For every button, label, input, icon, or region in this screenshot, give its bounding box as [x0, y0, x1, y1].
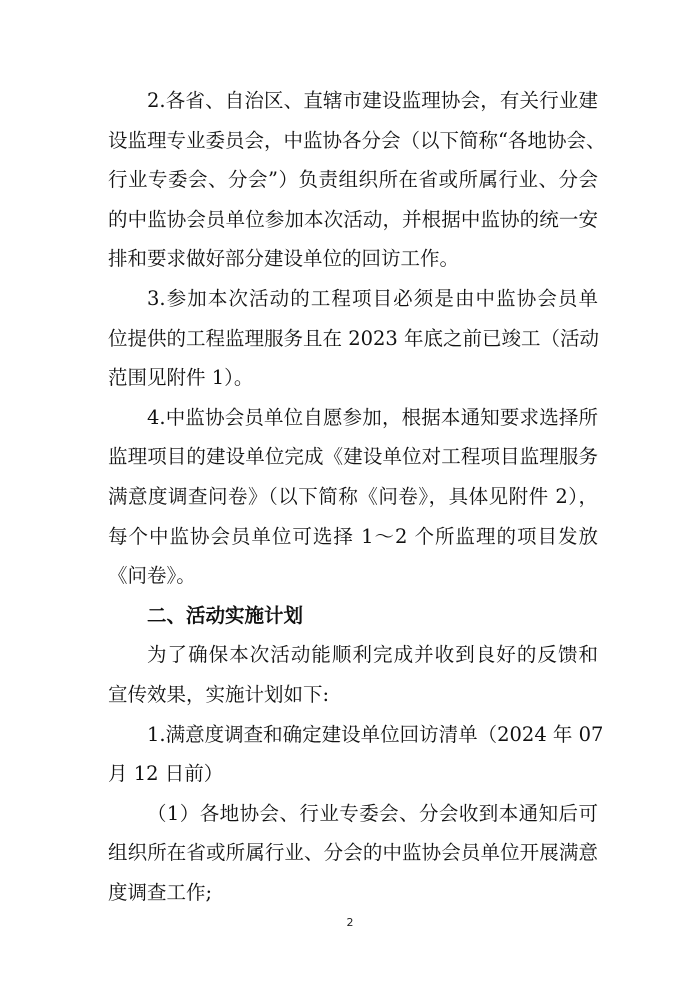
paragraph-line: 行业专委会、分会”）负责组织所在省或所属行业、分会 — [108, 168, 598, 191]
paragraph-line: 4.中监协会员单位自愿参加，根据本通知要求选择所 — [147, 406, 598, 429]
paragraph-line: 月 12 日前） — [108, 762, 224, 785]
paragraph-line: 1.满意度调查和确定建设单位回访清单（2024 年 07 — [147, 723, 604, 746]
paragraph-line: （1）各地协会、行业专委会、分会收到本通知后可 — [147, 802, 598, 825]
paragraph-line: 组织所在省或所属行业、分会的中监协会员单位开展满意 — [108, 841, 598, 864]
paragraph-line: 《问卷》。 — [108, 564, 196, 587]
paragraph-line: 3.参加本次活动的工程项目必须是由中监协会员单 — [147, 287, 598, 310]
paragraph-line: 设监理专业委员会，中监协各分会（以下简称“各地协会、 — [108, 129, 606, 152]
paragraph-line: 宣传效果，实施计划如下: — [108, 683, 330, 706]
paragraph-line: 度调查工作; — [108, 881, 213, 904]
paragraph-line: 位提供的工程监理服务且在 2023 年底之前已竣工（活动 — [108, 327, 600, 350]
paragraph-line: 满意度调查问卷》（以下简称《问卷》，具体见附件 2）， — [108, 485, 598, 508]
paragraph-line: 2.各省、自治区、直辖市建设监理协会，有关行业建 — [147, 89, 598, 112]
paragraph-line: 为了确保本次活动能顺利完成并收到良好的反馈和 — [147, 643, 598, 666]
paragraph-line: 范围见附件 1）。 — [108, 366, 254, 389]
paragraph-line: 排和要求做好部分建设单位的回访工作。 — [108, 247, 460, 270]
section-heading: 二、活动实施计划 — [147, 604, 304, 627]
paragraph-line: 每个中监协会员单位可选择 1～2 个所监理的项目发放 — [108, 525, 598, 548]
paragraph-line: 的中监协会员单位参加本次活动，并根据中监协的统一安 — [108, 208, 598, 231]
paragraph-line: 监理项目的建设单位完成《建设单位对工程项目监理服务 — [108, 445, 598, 468]
page-number: 2 — [346, 916, 354, 929]
